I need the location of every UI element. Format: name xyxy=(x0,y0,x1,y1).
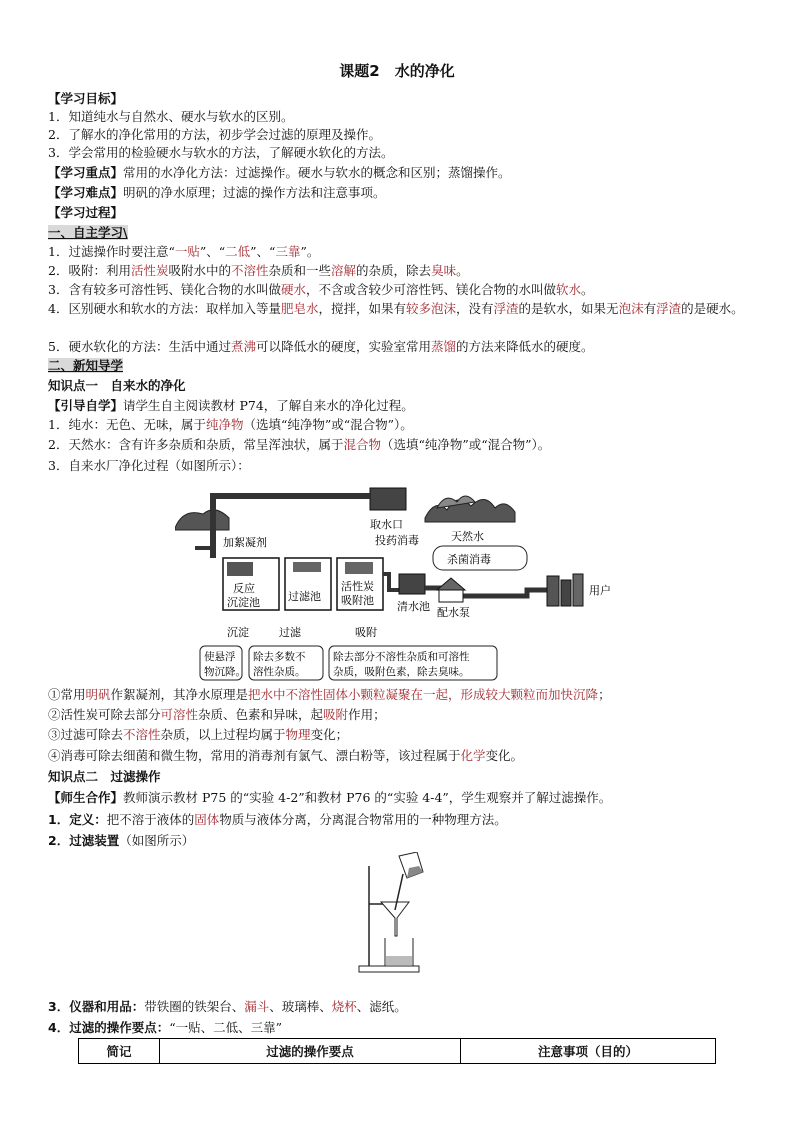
answer-text: 不溶性 xyxy=(231,263,269,278)
note-line-1: ①常用明矾作絮凝剂，其净水原理是把水中不溶性固体小颗粒凝聚在一起，形成较大颗粒而加快沉降； xyxy=(48,687,611,702)
answer-text: 把水中不溶性固体小颗粒凝聚在一起，形成较大颗粒而加快沉降 xyxy=(248,687,599,702)
new-learning-heading xyxy=(48,357,748,375)
note-2b: 溶性杂质。 xyxy=(253,666,306,678)
coop-line: 【师生合作】教师演示教材 P75 的“实验 4-2”和教材 P76 的“实验 4-4”，学生观察并了解过滤操作。 xyxy=(48,790,612,805)
answer-text: 物理 xyxy=(285,727,311,742)
label-tank-3a: 活性炭 xyxy=(341,580,374,593)
label-pump: 配水泵 xyxy=(437,606,470,619)
answer-text: 煮沸 xyxy=(230,339,256,354)
tank-fill xyxy=(293,562,321,572)
label-tank-1b: 沉淀池 xyxy=(227,596,260,609)
self-study-line-4: 4．区别硬水和软水的方法：取样加入等量肥皂水，搅拌，如果有较多泡沫，没有浮渣的是软水，如果无泡沫有浮渣的是硬水。 xyxy=(48,301,744,316)
label-tank-3b: 吸附池 xyxy=(341,594,374,607)
instruments-line: 3．仪器和用品：带铁圈的铁架台、漏斗、玻璃棒、烧杯、滤纸。 xyxy=(48,999,407,1014)
question-2: 2．天然水：含有许多杂质和杂质，常呈浑浊状，属于混合物（选填“纯净物”或“混合物”）。 xyxy=(48,437,551,452)
difficulty-line xyxy=(48,184,748,202)
label-intake: 取水口 xyxy=(370,518,403,531)
answer-text: 化学 xyxy=(460,748,486,763)
answer-text: 纯净物 xyxy=(205,417,244,432)
hill-shape xyxy=(175,510,229,530)
pipe xyxy=(213,496,370,518)
pump-house xyxy=(437,578,465,590)
answer-text: 泡沫 xyxy=(618,301,644,316)
answer-text: 浮渣 xyxy=(493,301,519,316)
question-1: 1．纯水：无色、无味，属于纯净物（选填“纯净物”或“混合物”）。 xyxy=(48,417,413,432)
answer-text: 二低 xyxy=(225,244,251,259)
note-1a: 使悬浮 xyxy=(204,651,236,663)
key-points-text: 常用的水净化方法：过滤操作。硬水与软水的概念和区别；蒸馏操作。 xyxy=(123,165,511,180)
method-sedimentation: 沉淀 xyxy=(227,626,249,639)
note-3b: 杂质，吸附色素，除去臭味。 xyxy=(333,666,470,678)
table-header: 过滤的操作要点 xyxy=(160,1039,461,1064)
guide-line: 【引导自学】请学生自主阅读教材 P74，了解自来水的净化过程。 xyxy=(48,398,414,413)
tank-fill xyxy=(345,562,373,574)
answer-text: 软水 xyxy=(556,282,582,297)
note-3a: 除去部分不溶性杂质和可溶性 xyxy=(333,651,470,663)
self-study-line-1: 1．过滤操作时要注意“一贴”、“二低”、“三靠”。 xyxy=(48,244,320,259)
answer-text: 臭味 xyxy=(431,263,457,278)
goal-item: 1．知道纯水与自然水、硬水与软水的区别。 xyxy=(48,109,294,124)
clean-tank xyxy=(399,574,425,594)
note-line-2: ②活性炭可除去部分可溶性杂质、色素和异味，起吸附作用； xyxy=(48,707,386,722)
label-clean-tank: 清水池 xyxy=(397,600,430,613)
answer-text: 不溶性 xyxy=(123,727,161,742)
points-line: 4．过滤的操作要点：“一贴、二低、三靠” xyxy=(48,1020,282,1035)
answer-text: 溶解 xyxy=(331,263,357,278)
building xyxy=(547,576,559,606)
answer-text: 浮渣 xyxy=(656,301,682,316)
difficulty-header: 【学习难点】 xyxy=(48,185,124,200)
goal-item: 3．学会常用的检验硬水与软水的方法，了解硬水软化的方法。 xyxy=(48,145,394,160)
answer-text: 三靠 xyxy=(275,244,301,259)
filtration-apparatus-diagram xyxy=(355,852,450,974)
self-study-line-5: 5．硬水软化的方法：生活中通过煮沸可以降低水的硬度，实验室常用蒸馏的方法来降低水的硬度。 xyxy=(48,339,594,354)
goal-item: 2．了解水的净化常用的方法，初步学会过滤的原理及操作。 xyxy=(48,127,381,142)
answer-text: 漏斗 xyxy=(244,999,270,1014)
building xyxy=(561,580,571,606)
goals-header: 【学习目标】 xyxy=(48,91,124,106)
note-1b: 物沉降。 xyxy=(204,666,246,678)
new-learning-heading-text: 二、新知导学 xyxy=(48,358,124,373)
table-header-row xyxy=(79,1039,716,1064)
process-header: 【学习过程】 xyxy=(48,205,124,220)
answer-text: 活性炭 xyxy=(130,263,169,278)
table-header: 简记 xyxy=(79,1039,160,1064)
method-adsorption: 吸附 xyxy=(355,626,377,639)
intake-box xyxy=(370,488,406,510)
note-2a: 除去多数不 xyxy=(253,651,306,663)
answer-text: 较多泡沫 xyxy=(406,301,457,316)
label-dosing: 投药消毒 xyxy=(375,534,419,547)
label-natural-water: 天然水 xyxy=(451,530,484,543)
self-study-line-2: 2．吸附：利用活性炭吸附水中的不溶性杂质和一些溶解的杂质，除去臭味。 xyxy=(48,263,469,278)
answer-text: 蒸馏 xyxy=(431,339,457,354)
label-tank-1a: 反应 xyxy=(233,582,255,595)
label-add-coagulant: 加絮凝剂 xyxy=(223,536,267,549)
knowledge-point-2-title: 知识点二 过滤操作 xyxy=(48,769,161,784)
knowledge-point-1-title: 知识点一 自来水的净化 xyxy=(48,378,186,393)
key-points-header: 【学习重点】 xyxy=(48,165,124,180)
tank-fill xyxy=(227,562,253,576)
label-sterilize: 杀菌消毒 xyxy=(447,553,491,566)
self-study-heading xyxy=(48,224,748,242)
method-filtration: 过滤 xyxy=(279,626,301,639)
answer-text: 肥皂水 xyxy=(280,301,319,316)
label-tank-2: 过滤池 xyxy=(288,590,321,603)
filtration-table xyxy=(78,1038,716,1064)
answer-text: 可溶性 xyxy=(160,707,199,722)
page-title: 课题2 水的净化 xyxy=(339,62,455,80)
building xyxy=(573,574,583,606)
answer-text: 固体 xyxy=(194,812,220,827)
label-user: 用户 xyxy=(589,584,611,597)
table-header: 注意事项（目的） xyxy=(461,1039,716,1064)
water-treatment-diagram xyxy=(175,478,625,686)
difficulty-text: 明矾的净水原理；过滤的操作方法和注意事项。 xyxy=(123,185,386,200)
key-points-line xyxy=(48,164,748,182)
question-3: 3．自来水厂净化过程（如图所示）： xyxy=(48,458,250,473)
answer-text: 烧杯 xyxy=(331,999,357,1014)
answer-text: 硬水 xyxy=(280,282,306,297)
answer-text: 明矾 xyxy=(85,687,111,702)
definition-line: 1．定义：把不溶于液体的固体物质与液体分离，分离混合物常用的一种物理方法。 xyxy=(48,812,507,827)
answer-text: 混合物 xyxy=(343,437,381,452)
self-study-line-3: 3．含有较多可溶性钙、镁化合物的水叫做硬水，不含或含较少可溶性钙、镁化合物的水叫做软水。 xyxy=(48,282,594,297)
answer-text: 吸附 xyxy=(323,707,349,722)
pump-house-body xyxy=(439,590,463,602)
device-line: 2．过滤装置（如图所示） xyxy=(48,833,195,848)
self-study-heading-text: 一、自主学习\ xyxy=(48,225,128,240)
note-line-3: ③过滤可除去不溶性杂质，以上过程均属于物理变化； xyxy=(48,727,349,742)
pipe xyxy=(383,574,399,590)
note-line-4: ④消毒可除去细菌和微生物，常用的消毒剂有氯气、漂白粉等，该过程属于化学变化。 xyxy=(48,748,524,763)
answer-text: 一贴 xyxy=(174,244,200,259)
